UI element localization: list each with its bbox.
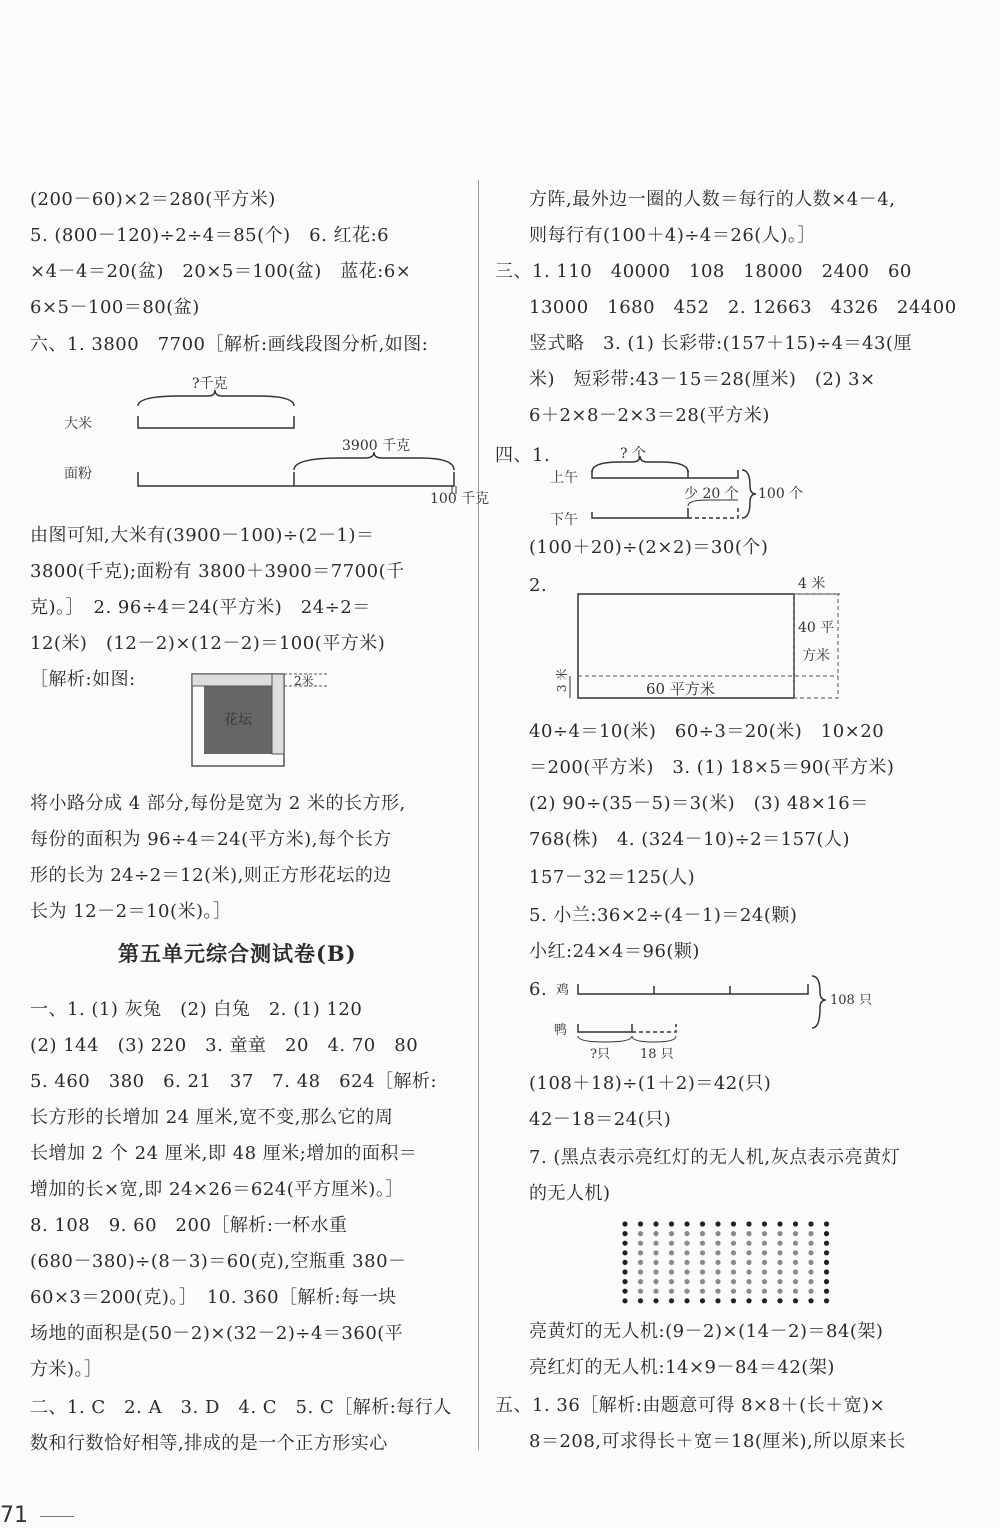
yellow-light-dot [684,1279,689,1284]
red-light-dot [669,1221,674,1226]
yellow-light-dot [746,1260,751,1265]
red-light-dot [622,1231,627,1236]
red-light-dot [638,1221,643,1226]
yellow-light-dot [777,1260,782,1265]
yellow-light-dot [746,1250,751,1255]
yellow-light-dot [715,1269,720,1274]
red-light-dot [777,1221,782,1226]
yellow-light-dot [715,1231,720,1236]
fig-label: 少 20 个 [684,486,739,502]
yellow-light-dot [638,1260,643,1265]
yellow-light-dot [684,1269,689,1274]
fig-label: 面粉 [64,466,92,482]
yellow-light-dot [731,1250,736,1255]
yellow-light-dot [653,1231,658,1236]
text-line: 12(米) (12－2)×(12－2)＝100(平方米) [30,633,386,654]
morning-afternoon-diagram [550,442,850,528]
text-line: 则每行有(100＋4)÷4＝26(人)。］ [529,225,816,246]
yellow-light-dot [793,1260,798,1265]
text-line: 亮黄灯的无人机:(9－2)×(14－2)＝84(架) [529,1321,884,1342]
red-light-dot [653,1221,658,1226]
text-line: 6. [529,979,548,1000]
yellow-light-dot [731,1231,736,1236]
fig-label: 40 平 [798,620,835,636]
red-light-dot [684,1298,689,1303]
yellow-light-dot [653,1279,658,1284]
red-light-dot [653,1298,658,1303]
text-line: 由图可知,大米有(3900－100)÷(2－1)＝ [30,525,375,546]
fig-label: 108 只 [830,993,872,1008]
text-line: 四、1. [495,445,551,466]
text-line: 7. (黑点表示亮红灯的无人机,灰点表示亮黄灯 [529,1147,901,1168]
red-light-dot [622,1279,627,1284]
text-line: (200－60)×2＝280(平方米) [30,189,276,210]
text-line: 场地的面积是(50－2)×(32－2)÷4＝360(平 [30,1323,404,1344]
red-light-dot [622,1250,627,1255]
text-line: 6×5－100＝80(盆) [30,297,200,318]
yellow-light-dot [793,1241,798,1246]
yellow-light-dot [684,1231,689,1236]
yellow-light-dot [684,1241,689,1246]
yellow-light-dot [715,1279,720,1284]
text-line: ×4－4＝20(盆) 20×5＝100(盆) 蓝花:6× [30,261,412,282]
fig-label: ? 个 [620,446,646,462]
yellow-light-dot [793,1289,798,1294]
yellow-light-dot [808,1279,813,1284]
fig-label: 3 米 [555,668,569,692]
red-light-dot [731,1221,736,1226]
column-divider [478,180,479,1450]
yellow-light-dot [700,1260,705,1265]
yellow-light-dot [762,1241,767,1246]
red-light-dot [638,1298,643,1303]
red-light-dot [777,1298,782,1303]
yellow-light-dot [762,1260,767,1265]
text-line: 6＋2×8－2×3＝28(平方米) [529,405,770,426]
red-light-dot [824,1250,829,1255]
text-line: 方米)。］ [30,1359,103,1380]
yellow-light-dot [777,1250,782,1255]
text-line: 768(株) 4. (324－10)÷2＝157(人) [529,829,851,850]
text-line: ＝200(平方米) 3. (1) 18×5＝90(平方米) [529,757,895,778]
yellow-light-dot [777,1289,782,1294]
text-line: 长增加 2 个 24 厘米,即 48 厘米;增加的面积＝ [30,1143,418,1164]
yellow-light-dot [793,1269,798,1274]
fig-label: 2米 [294,674,314,688]
text-line: 将小路分成 4 部分,每份是宽为 2 米的长方形, [30,793,406,814]
text-line: 5. 小兰:36×2÷(4－1)＝24(颗) [529,905,798,926]
yellow-light-dot [638,1279,643,1284]
text-line: 8. 108 9. 60 200［解析:一杯水重 [30,1215,348,1236]
yellow-light-dot [793,1250,798,1255]
section-title: 第五单元综合测试卷(B) [118,941,357,966]
yellow-light-dot [700,1289,705,1294]
yellow-light-dot [715,1289,720,1294]
yellow-light-dot [638,1241,643,1246]
text-line: 五、1. 36［解析:由题意可得 8×8＋(长＋宽)× [495,1395,886,1416]
red-light-dot [793,1221,798,1226]
yellow-light-dot [653,1269,658,1274]
text-line: 的无人机) [529,1183,611,1204]
yellow-light-dot [669,1260,674,1265]
red-light-dot [808,1221,813,1226]
fig-label: 100 个 [758,486,804,502]
yellow-light-dot [700,1250,705,1255]
yellow-light-dot [731,1289,736,1294]
red-light-dot [684,1221,689,1226]
am-bar [592,470,738,478]
flour-bar [60,476,490,507]
red-light-dot [622,1298,627,1303]
fig-label: 4 米 [798,576,826,592]
text-line: 13000 1680 452 2. 12663 4326 24400 [529,297,957,318]
red-light-dot [808,1298,813,1303]
yellow-light-dot [793,1279,798,1284]
yellow-light-dot [684,1260,689,1265]
text-line: 长为 12－2＝10(米)。］ [30,901,232,922]
yellow-light-dot [731,1279,736,1284]
page-number-rule [40,1516,74,1517]
yellow-light-dot [669,1289,674,1294]
rice-bar [138,416,294,428]
yellow-light-dot [638,1250,643,1255]
text-line: 3800(千克);面粉有 3800＋3900＝7700(千 [30,561,405,582]
red-light-dot [622,1269,627,1274]
drone-dot-grid [619,1218,839,1308]
yellow-light-dot [669,1241,674,1246]
red-light-dot [715,1298,720,1303]
yellow-light-dot [669,1269,674,1274]
text-line: 5. 460 380 6. 21 37 7. 48 624［解析: [30,1071,438,1092]
text-line: 42－18＝24(只) [529,1109,672,1130]
yellow-light-dot [669,1279,674,1284]
fig-label: 下午 [550,512,578,528]
yellow-light-dot [777,1279,782,1284]
fig-label: 100 千克 [430,491,490,507]
red-light-dot [715,1221,720,1226]
text-line: 8＝208,可求得长＋宽＝18(厘米),所以原来长 [529,1431,906,1452]
red-light-dot [622,1221,627,1226]
yellow-light-dot [808,1289,813,1294]
yellow-light-dot [746,1231,751,1236]
red-light-dot [824,1298,829,1303]
yellow-light-dot [731,1269,736,1274]
text-line: 2. [529,575,548,596]
red-light-dot [622,1241,627,1246]
yellow-light-dot [762,1289,767,1294]
text-line: 长方形的长增加 24 厘米,宽不变,那么它的周 [30,1107,394,1128]
text-line: 克)。］ 2. 96÷4＝24(平方米) 24÷2＝ [30,597,371,618]
red-light-dot [824,1231,829,1236]
yellow-light-dot [808,1269,813,1274]
text-line: 米) 短彩带:43－15＝28(厘米) (2) 3× [529,369,876,390]
yellow-light-dot [731,1260,736,1265]
text-line: 增加的长×宽,即 24×26＝624(平方厘米)。］ [30,1179,404,1200]
yellow-light-dot [700,1241,705,1246]
yellow-light-dot [638,1269,643,1274]
yellow-light-dot [700,1279,705,1284]
yellow-light-dot [762,1250,767,1255]
red-light-dot [731,1298,736,1303]
yellow-light-dot [669,1231,674,1236]
yellow-light-dot [700,1269,705,1274]
text-line: 方阵,最外边一圈的人数＝每行的人数×4－4, [529,189,896,210]
text-line: (100＋20)÷(2×2)＝30(个) [529,537,769,558]
red-light-dot [746,1221,751,1226]
red-light-dot [700,1298,705,1303]
text-line: 40÷4＝10(米) 60÷3＝20(米) 10×20 [529,721,885,742]
text-line: (2) 144 (3) 220 3. 童童 20 4. 70 80 [30,1035,419,1056]
fig-label: 方米 [802,648,830,664]
fig-label: 花坛 [224,712,252,728]
fig-label: 3900 千克 [342,438,411,454]
yellow-light-dot [653,1250,658,1255]
yellow-light-dot [715,1260,720,1265]
yellow-light-dot [653,1260,658,1265]
fig-label: 上午 [550,470,578,486]
yellow-light-dot [653,1289,658,1294]
text-line: (680－380)÷(8－3)＝60(克),空瓶重 380－ [30,1251,407,1272]
yellow-light-dot [746,1269,751,1274]
fig-label: 60 平方米 [646,680,715,698]
fig-label: ?只 [590,1047,610,1062]
red-light-dot [762,1298,767,1303]
fig-label: 鸭 [554,1023,568,1038]
yellow-light-dot [777,1269,782,1274]
rice-flour-segment-diagram [60,366,470,482]
red-light-dot [746,1298,751,1303]
rectangle-area-figure [550,572,850,722]
yellow-light-dot [669,1250,674,1255]
yellow-light-dot [684,1289,689,1294]
text-line: 一、1. (1) 灰兔 (2) 白兔 2. (1) 120 [30,999,363,1020]
yellow-light-dot [808,1260,813,1265]
red-light-dot [793,1298,798,1303]
yellow-light-dot [808,1250,813,1255]
red-light-dot [622,1289,627,1294]
yellow-light-dot [777,1241,782,1246]
red-light-dot [824,1260,829,1265]
text-line: 5. (800－120)÷2÷4＝85(个) 6. 红花:6 [30,225,390,246]
red-light-dot [824,1241,829,1246]
text-line: 竖式略 3. (1) 长彩带:(157＋15)÷4＝43(厘 [529,333,912,354]
yellow-light-dot [762,1279,767,1284]
yellow-light-dot [762,1269,767,1274]
yellow-light-dot [746,1289,751,1294]
yellow-light-dot [808,1231,813,1236]
red-light-dot [824,1279,829,1284]
text-line: 形的长为 24÷2＝12(米),则正方形花坛的边 [30,865,392,886]
text-line: 数和行数恰好相等,排成的是一个正方形实心 [30,1433,388,1454]
red-light-dot [824,1269,829,1274]
yellow-light-dot [715,1250,720,1255]
yellow-light-dot [715,1241,720,1246]
yellow-light-dot [684,1250,689,1255]
yellow-light-dot [700,1231,705,1236]
brace [138,390,294,406]
text-line: (108＋18)÷(1＋2)＝42(只) [529,1073,772,1094]
yellow-light-dot [762,1231,767,1236]
text-line: 六、1. 3800 7700［解析:画线段图分析,如图: [30,334,429,355]
yellow-light-dot [746,1279,751,1284]
page-number: 71 [0,1503,28,1528]
brace [294,452,454,470]
fig-label: ?千克 [192,376,228,392]
chicken-bar [578,984,808,994]
fig-label: 鸡 [556,983,570,998]
yellow-light-dot [793,1231,798,1236]
fig-label: 大米 [64,416,92,432]
red-light-dot [762,1221,767,1226]
red-light-dot [700,1221,705,1226]
red-light-dot [824,1289,829,1294]
fig-label: 18 只 [640,1047,674,1062]
chicken-duck-diagram [550,972,870,1062]
yellow-light-dot [638,1289,643,1294]
yellow-light-dot [653,1241,658,1246]
text-line: 60×3＝200(克)。］ 10. 360［解析:每一块 [30,1287,397,1308]
text-line: 小红:24×4＝96(颗) [529,941,700,962]
text-line: ［解析:如图: [30,669,136,690]
yellow-light-dot [731,1241,736,1246]
red-light-dot [669,1298,674,1303]
text-line: 每份的面积为 96÷4＝24(平方米),每个长方 [30,829,392,850]
yellow-light-dot [746,1241,751,1246]
pm-bar [592,508,688,518]
text-line: 157－32＝125(人) [529,867,696,888]
yellow-light-dot [808,1241,813,1246]
text-line: 二、1. C 2. A 3. D 4. C 5. C［解析:每行人 [30,1397,452,1418]
red-light-dot [622,1260,627,1265]
garden-figure [190,672,340,772]
yellow-light-dot [777,1231,782,1236]
red-light-dot [824,1221,829,1226]
text-line: 亮红灯的无人机:14×9－84＝42(架) [529,1357,835,1378]
text-line: (2) 90÷(35－5)＝3(米) (3) 48×16＝ [529,793,869,814]
text-line: 三、1. 110 40000 108 18000 2400 60 [495,261,912,282]
yellow-light-dot [638,1231,643,1236]
